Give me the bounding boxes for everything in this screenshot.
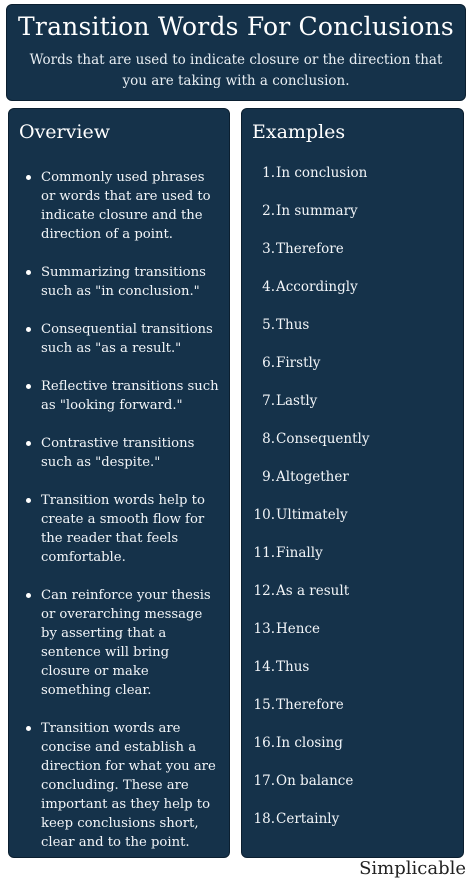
example-text: In summary — [276, 203, 358, 219]
example-text: Consequently — [276, 431, 370, 447]
examples-title: Examples — [252, 121, 346, 143]
example-number: 11. — [253, 545, 275, 561]
example-text: Hence — [276, 621, 321, 637]
example-text: Therefore — [276, 697, 344, 713]
example-text: Lastly — [276, 393, 318, 409]
example-number: 10. — [253, 507, 275, 523]
example-item — [242, 544, 463, 582]
example-item — [242, 392, 463, 430]
example-item — [242, 810, 463, 848]
examples-list — [242, 164, 463, 848]
example-text: Accordingly — [276, 279, 358, 295]
brand-logo: Simplicable — [359, 858, 466, 879]
example-number: 18. — [253, 811, 275, 827]
example-text: Thus — [276, 659, 310, 675]
example-number: 1. — [262, 165, 275, 181]
overview-item: Can reinforce your thesis or overarching message by asserting that a sentence will bring closure or make something clear. — [9, 586, 229, 700]
example-item — [242, 278, 463, 316]
example-text: On balance — [276, 773, 354, 789]
overview-item: Transition words help to create a smooth flow for the reader that feels comfortable. — [9, 491, 229, 567]
example-item — [242, 620, 463, 658]
overview-item: Consequential transitions such as "as a result." — [9, 320, 229, 358]
example-text: Thus — [276, 317, 310, 333]
example-item — [242, 468, 463, 506]
example-item — [242, 582, 463, 620]
example-item — [242, 658, 463, 696]
example-number: 16. — [253, 735, 275, 751]
example-number: 2. — [262, 203, 275, 219]
example-item — [242, 202, 463, 240]
example-number: 6. — [262, 355, 275, 371]
overview-item: Commonly used phrases or words that are used to indicate closure and the direction of a point. — [9, 168, 229, 244]
example-number: 13. — [253, 621, 275, 637]
example-text: In conclusion — [276, 165, 368, 181]
example-number: 8. — [262, 431, 275, 447]
example-number: 14. — [253, 659, 275, 675]
example-text: As a result — [276, 583, 350, 599]
examples-panel — [241, 108, 464, 858]
page-title: Transition Words For Conclusions — [18, 12, 454, 41]
example-number: 17. — [253, 773, 275, 789]
example-number: 15. — [253, 697, 275, 713]
example-item — [242, 772, 463, 810]
example-item — [242, 696, 463, 734]
example-number: 3. — [262, 241, 275, 257]
overview-item: Reflective transitions such as "looking forward." — [9, 377, 229, 415]
example-text: Firstly — [276, 355, 321, 371]
example-text: Therefore — [276, 241, 344, 257]
example-item — [242, 240, 463, 278]
example-text: In closing — [276, 735, 343, 751]
overview-item: Summarizing transitions such as "in conclusion." — [9, 263, 229, 301]
example-number: 12. — [253, 583, 275, 599]
example-item — [242, 506, 463, 544]
overview-list — [9, 168, 229, 852]
example-number: 7. — [262, 393, 275, 409]
header-panel — [6, 4, 466, 101]
example-text: Finally — [276, 545, 323, 561]
overview-panel — [8, 108, 230, 858]
example-item — [242, 430, 463, 468]
example-item — [242, 734, 463, 772]
example-item — [242, 316, 463, 354]
example-text: Altogether — [276, 469, 349, 485]
example-number: 4. — [262, 279, 275, 295]
example-number: 5. — [262, 317, 275, 333]
overview-title: Overview — [19, 121, 110, 143]
example-item — [242, 164, 463, 202]
example-item — [242, 354, 463, 392]
example-text: Ultimately — [276, 507, 348, 523]
example-number: 9. — [262, 469, 275, 485]
overview-item: Transition words are concise and establish a direction for what you are concluding. These are important as they help to keep conclusions short, clear and to the point. — [9, 719, 229, 852]
page-subtitle: Words that are used to indicate closure or the direction that you are taking with a conclusion. — [29, 52, 443, 89]
overview-item: Contrastive transitions such as "despite." — [9, 434, 229, 472]
example-text: Certainly — [276, 811, 340, 827]
